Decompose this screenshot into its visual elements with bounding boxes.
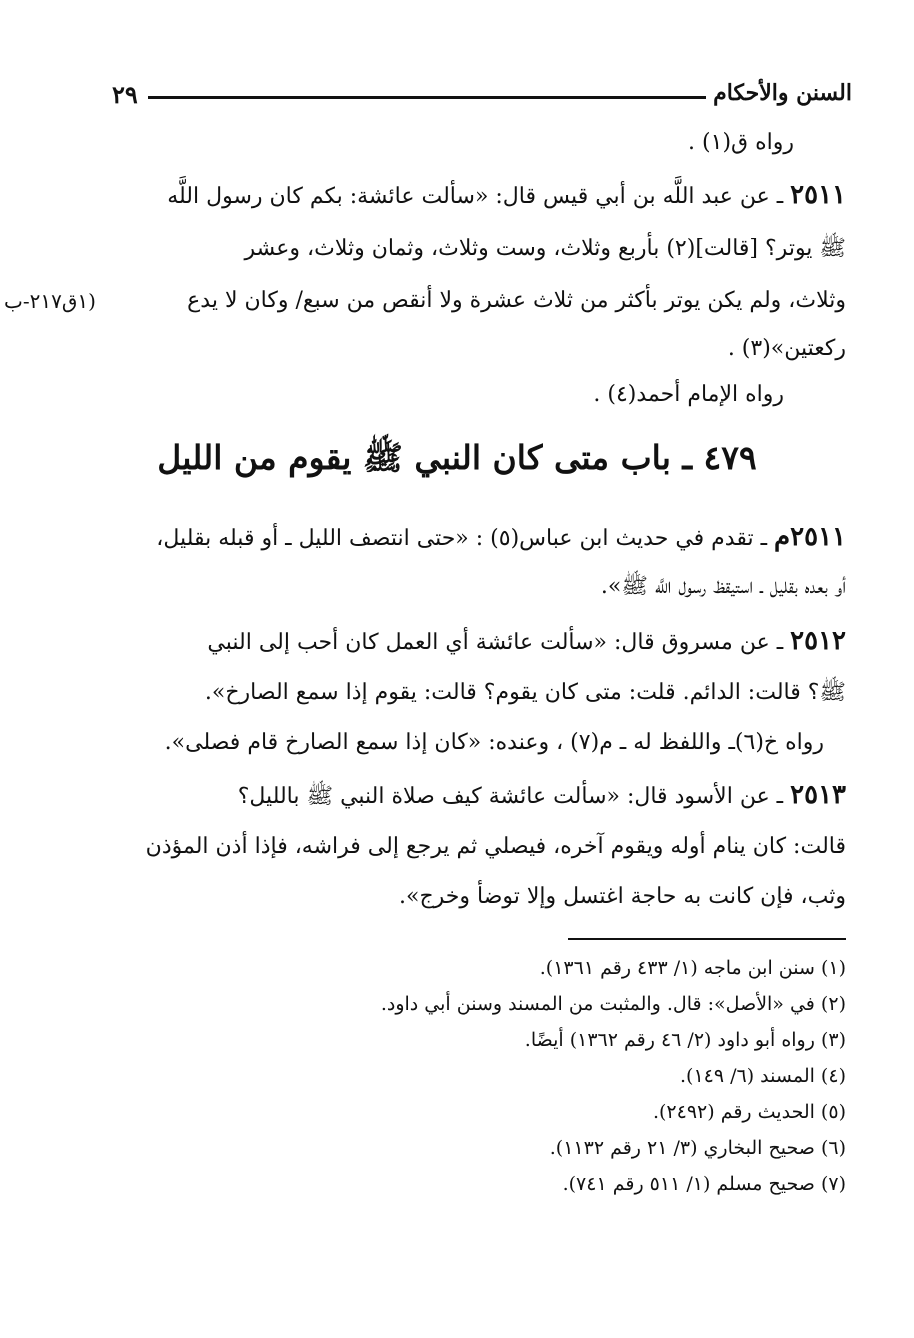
footnote-separator — [568, 938, 846, 940]
hadith-2511-line-1 — [167, 180, 846, 212]
footnote-1: (١) سنن ابن ماجه (١/ ٤٣٣ رقم ١٣٦١). — [539, 957, 846, 979]
footnote-6: (٦) صحيح البخاري (٣/ ٢١ رقم ١١٣٢). — [549, 1137, 846, 1159]
hadith-2512-line-1 — [207, 626, 846, 658]
hadith-2512-line-2: ﷺ؟ قالت: الدائم. قلت: متى كان يقوم؟ قالت: يقوم إذا سمع الصارخ». — [204, 680, 846, 705]
header-rule — [148, 96, 706, 99]
hadith-text: ـ عن الأسود قال: «سألت عائشة كيف صلاة النبي ﷺ بالليل؟ — [237, 784, 784, 809]
hadith-2512-reference: رواه خ(٦)ـ واللفظ له ـ م(٧) ، وعنده: «كان إذا سمع الصارخ قام فصلى». — [164, 730, 824, 755]
hadith-number: ٢٥١١ — [790, 180, 846, 210]
footnote-7: (٧) صحيح مسلم (١/ ٥١١ رقم ٧٤١). — [562, 1173, 846, 1195]
hadith-2511m-line-2: أو بعده بقليل ـ استيقظ رسول اللَّه ﷺ». — [600, 574, 846, 599]
hadith-text: ـ تقدم في حديث ابن عباس(٥) : «حتى انتصف الليل ـ أو قبله بقليل، — [156, 526, 768, 551]
hadith-number: ٢٥١١م — [774, 522, 846, 552]
hadith-2511-line-4: ركعتين»(٣) . — [727, 336, 846, 361]
hadith-2511m-line-1 — [156, 522, 846, 554]
chapter-heading: ٤٧٩ ـ باب متى كان النبي ﷺ يقوم من الليل — [157, 438, 757, 477]
hadith-number: ٢٥١٢ — [790, 626, 846, 656]
hadith-2513-line-3: وثب، فإن كانت به حاجة اغتسل وإلا توضأ وخرج». — [398, 884, 846, 909]
hadith-2513-line-1 — [238, 780, 846, 812]
hadith-2511-line-2: ﷺ يوتر؟ [قالت](٢) بأربع وثلاث، وست وثلاث، وثمان وثلاث، وعشر — [244, 236, 846, 261]
footnote-2: (٢) في «الأصل»: قال. والمثبت من المسند وسنن أبي داود. — [380, 993, 846, 1015]
hadith-text: ـ عن عبد اللَّه بن أبي قيس قال: «سألت عائشة: بكم كان رسول اللَّه — [167, 184, 784, 209]
page-number: ٢٩ — [112, 80, 138, 109]
footnote-5: (٥) الحديث رقم (٢٤٩٢). — [652, 1101, 846, 1123]
manuscript-margin-note: (١ق٢١٧-ب — [4, 289, 96, 313]
hadith-text: ـ عن مسروق قال: «سألت عائشة أي العمل كان أحب إلى النبي — [207, 630, 784, 655]
hadith-2513-line-2: قالت: كان ينام أوله ويقوم آخره، فيصلي ثم يرجع إلى فراشه، فإذا أذن المؤذن — [145, 834, 846, 859]
hadith-2511-reference: رواه الإمام أحمد(٤) . — [593, 382, 784, 407]
footnote-4: (٤) المسند (٦/ ١٤٩). — [679, 1065, 846, 1087]
hadith-number: ٢٥١٣ — [790, 780, 846, 810]
hadith-2511-line-3: وثلاث، ولم يكن يوتر بأكثر من ثلاث عشرة ولا أنقص من سبع/ وكان لا يدع — [187, 288, 846, 313]
reference-line: رواه ق(١) . — [688, 130, 794, 155]
running-header-title: السنن والأحكام — [713, 80, 852, 106]
footnote-3: (٣) رواه أبو داود (٢/ ٤٦ رقم ١٣٦٢) أيضًا. — [524, 1029, 846, 1051]
